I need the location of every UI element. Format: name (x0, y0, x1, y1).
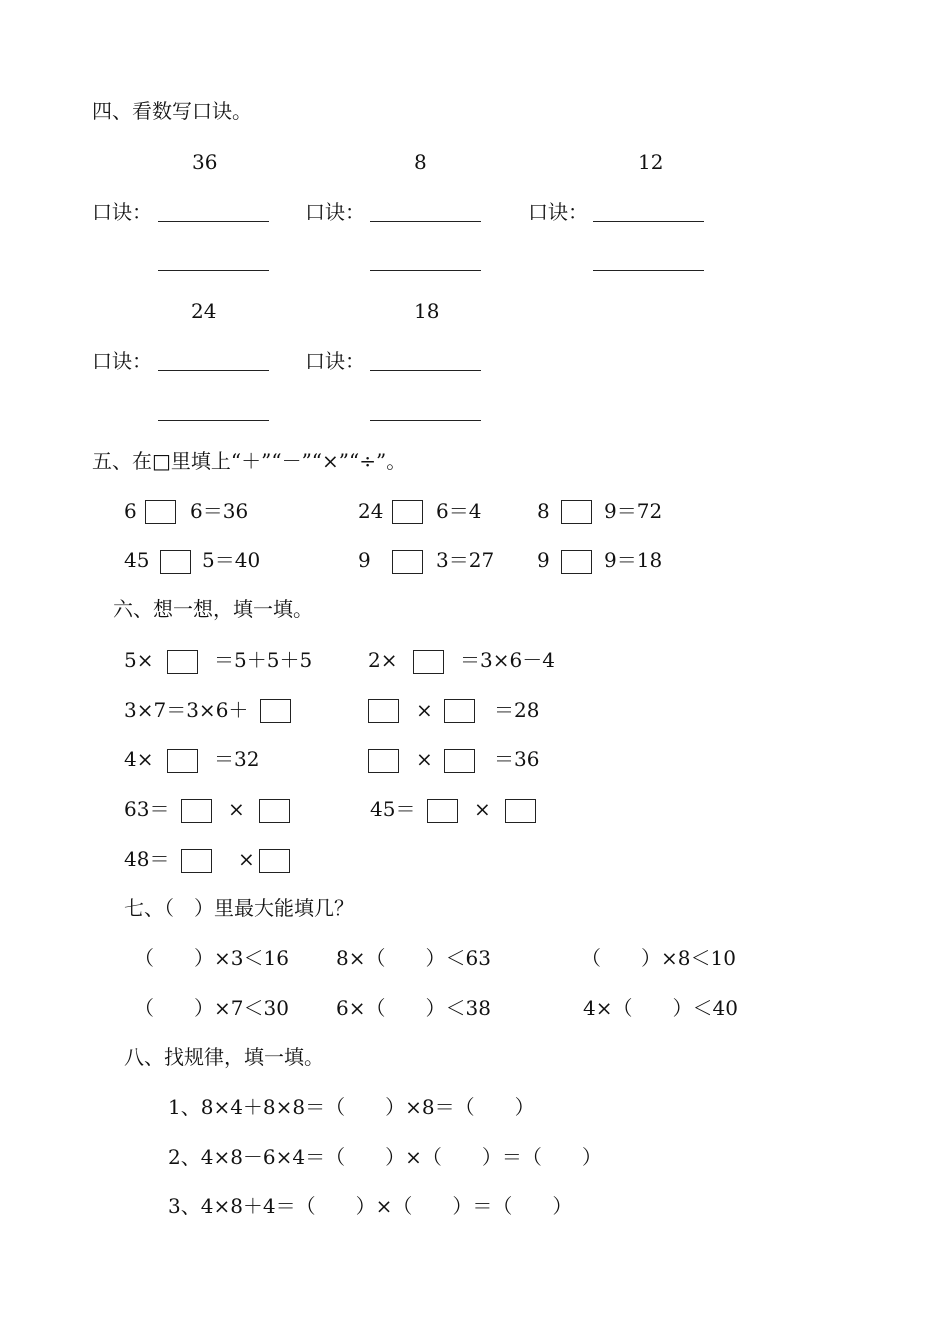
expr-text: × (416, 747, 433, 771)
pattern-item: 1、8×4＋8×8＝（ ）×8＝（ ） (168, 1095, 535, 1119)
expr-text: ＝32 (214, 747, 260, 771)
koujue-label: 口诀： (528, 200, 588, 224)
number-box[interactable] (167, 650, 198, 674)
answer-blank[interactable] (158, 270, 269, 271)
equation-rest: 9＝72 (604, 499, 663, 523)
inequality-item: （ ）×8＜10 (581, 946, 736, 970)
number-box[interactable] (181, 799, 212, 823)
expr-text: 3×7＝3×6＋ (124, 698, 249, 722)
operator-box[interactable] (145, 500, 176, 524)
operator-box[interactable] (561, 500, 592, 524)
equation-rest: 3＝27 (436, 548, 495, 572)
expr-text: 2× (368, 648, 398, 672)
pattern-item: 3、4×8＋4＝（ ）×（ ）＝（ ） (168, 1194, 573, 1218)
answer-blank[interactable] (370, 370, 481, 371)
number-24: 24 (191, 299, 217, 323)
section-6-heading: 六、想一想，填一填。 (113, 597, 313, 621)
koujue-label: 口诀： (305, 349, 365, 373)
expr-text: × (474, 797, 491, 821)
expr-text: 45＝ (370, 797, 416, 821)
number-box[interactable] (505, 799, 536, 823)
number-12: 12 (638, 150, 664, 174)
operator-box[interactable] (392, 550, 423, 574)
number-box[interactable] (259, 799, 290, 823)
expr-text: ＝28 (494, 698, 540, 722)
operator-box[interactable] (392, 500, 423, 524)
answer-blank[interactable] (158, 420, 269, 421)
number-box[interactable] (259, 849, 290, 873)
inequality-item: 8×（ ）＜63 (336, 946, 491, 970)
operand: 9 (358, 548, 371, 572)
equation-rest: 6＝36 (190, 499, 249, 523)
number-8: 8 (414, 150, 427, 174)
section-4-heading: 四、看数写口诀。 (92, 99, 252, 123)
section-8-heading: 八、找规律，填一填。 (124, 1045, 324, 1069)
answer-blank[interactable] (370, 270, 481, 271)
expr-text: ＝36 (494, 747, 540, 771)
number-box[interactable] (368, 699, 399, 723)
answer-blank[interactable] (158, 370, 269, 371)
answer-blank[interactable] (158, 221, 269, 222)
number-box[interactable] (413, 650, 444, 674)
answer-blank[interactable] (370, 221, 481, 222)
expr-text: × (228, 797, 245, 821)
inequality-item: （ ）×3＜16 (134, 946, 289, 970)
pattern-item: 2、4×8－6×4＝（ ）×（ ）＝（ ） (168, 1145, 602, 1169)
inequality-item: （ ）×7＜30 (134, 996, 289, 1020)
equation-rest: 9＝18 (604, 548, 663, 572)
operand: 45 (124, 548, 150, 572)
number-box[interactable] (368, 749, 399, 773)
expr-text: 4× (124, 747, 154, 771)
koujue-label: 口诀： (305, 200, 365, 224)
expr-text: × (416, 698, 433, 722)
section-7-heading: 七、（ ）里最大能填几？ (124, 896, 354, 920)
number-box[interactable] (444, 749, 475, 773)
operand: 8 (537, 499, 550, 523)
koujue-label: 口诀： (92, 349, 152, 373)
expr-text: 48＝ (124, 847, 170, 871)
number-box[interactable] (181, 849, 212, 873)
operator-box[interactable] (561, 550, 592, 574)
number-box[interactable] (427, 799, 458, 823)
number-box[interactable] (167, 749, 198, 773)
expr-text: × (238, 847, 255, 871)
inequality-item: 6×（ ）＜38 (336, 996, 491, 1020)
number-box[interactable] (260, 699, 291, 723)
operand: 9 (537, 548, 550, 572)
section-5-heading: 五、在□里填上“＋”“－”“×”“÷”。 (92, 449, 407, 473)
expr-text: ＝3×6－4 (460, 648, 555, 672)
number-box[interactable] (444, 699, 475, 723)
expr-text: 5× (124, 648, 154, 672)
number-18: 18 (414, 299, 440, 323)
expr-text: ＝5＋5＋5 (214, 648, 313, 672)
operator-box[interactable] (160, 550, 191, 574)
number-36: 36 (192, 150, 218, 174)
koujue-label: 口诀： (92, 200, 152, 224)
inequality-item: 4×（ ）＜40 (583, 996, 738, 1020)
answer-blank[interactable] (593, 270, 704, 271)
operand: 24 (358, 499, 384, 523)
operand: 6 (124, 499, 137, 523)
equation-rest: 6＝4 (436, 499, 482, 523)
equation-rest: 5＝40 (202, 548, 261, 572)
answer-blank[interactable] (593, 221, 704, 222)
expr-text: 63＝ (124, 797, 170, 821)
answer-blank[interactable] (370, 420, 481, 421)
